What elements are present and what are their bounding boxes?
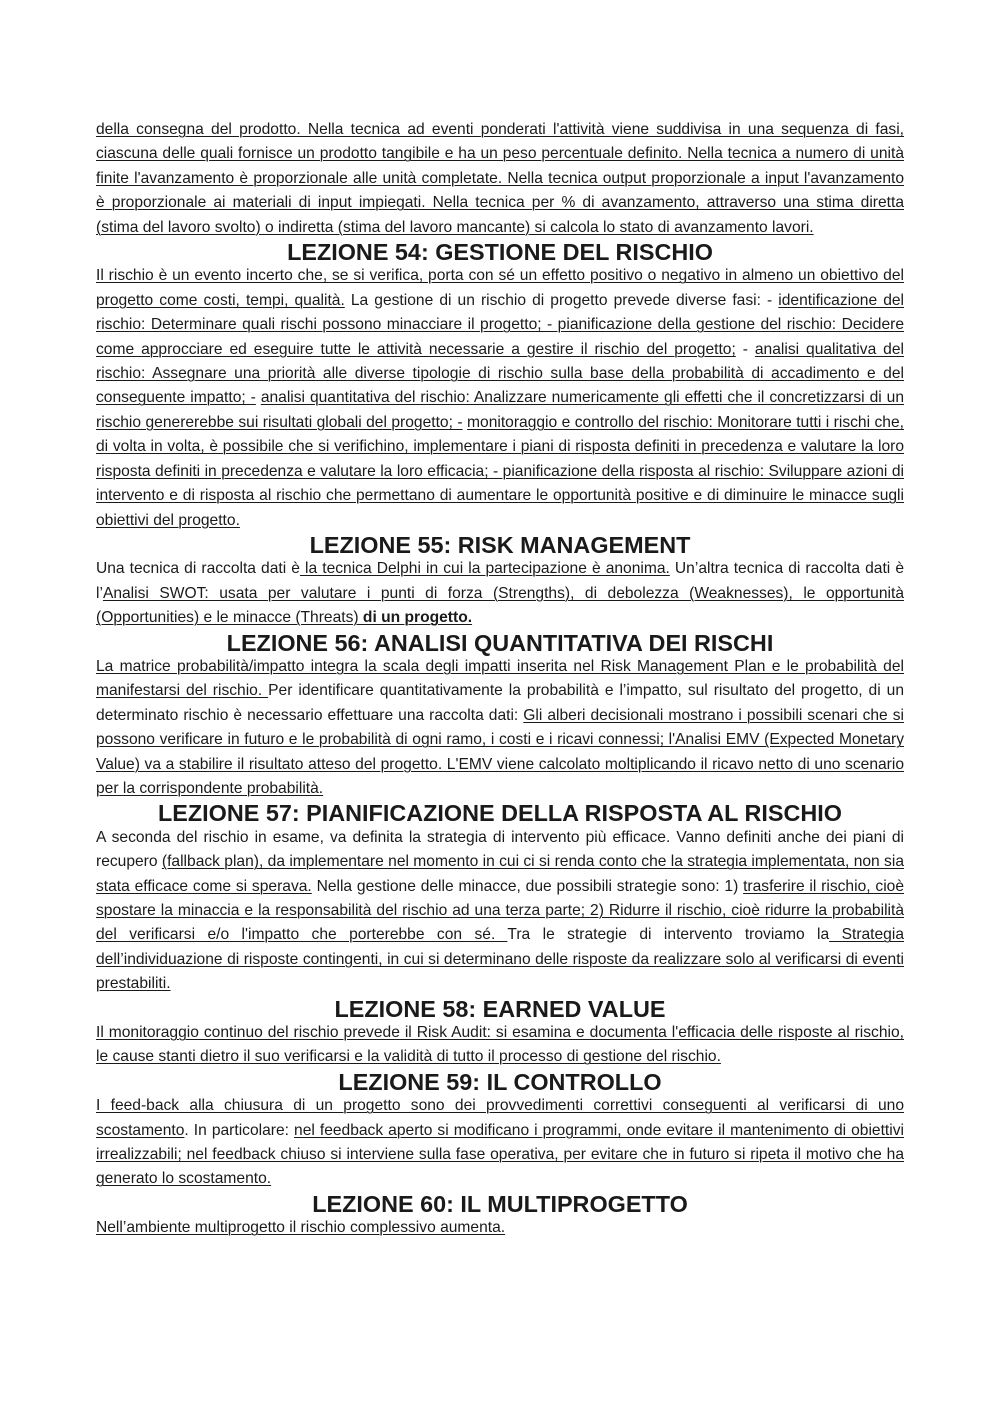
lesson-57-heading: LEZIONE 57: PIANIFICAZIONE DELLA RISPOSTA AL RISCHIO bbox=[157, 800, 842, 827]
lesson-55-heading: LEZIONE 55: RISK MANAGEMENT bbox=[309, 531, 691, 558]
text-run: Analisi SWOT: usata per valutare i punti di forza (Strengths), di debolezza (Weaknesses), le opportunità (Opportunities) e le minacce (Threats) bbox=[96, 584, 904, 627]
text-run: Per identificare quantitativamente la probabilità e l’impatto, sul risultato del progetto, di un determinato rischio è necessario effettuare una raccolta dati: bbox=[96, 682, 904, 724]
lesson-58-heading: LEZIONE 58: EARNED VALUE bbox=[334, 995, 666, 1022]
text-run: Una tecnica di raccolta dati è bbox=[96, 560, 300, 578]
lesson-59-paragraph bbox=[96, 1094, 904, 1192]
text-run: nel feedback aperto si modificano i programmi, onde evitare il mantenimento di obiettivi irrealizzabili; nel feedback chiuso si interviene sulla fase operativa, per evitare che in futuro si ripeta il motivo che ha generato lo scostamento. bbox=[96, 1121, 904, 1188]
lesson-57-paragraph bbox=[96, 826, 904, 997]
text-run: - bbox=[735, 340, 755, 358]
lesson-60-paragraph bbox=[96, 1216, 904, 1240]
text-run: (fallback plan), da implementare nel momento in cui ci si renda conto che la strategia implementata, non sia stata efficace come si sperava. bbox=[96, 853, 904, 895]
text-run: Nella gestione delle minacce, due possibili strategie sono: 1) bbox=[311, 877, 744, 895]
text-run: monitoraggio e controllo del rischio: Monitorare tutti i rischi che, di volta in volta, è possibile che si verifichino, implementare i piani di risposta definiti in precedenza e valutare la loro risposta definiti in precedenza e valutare la loro efficacia; - pianificazione della risposta al rischio: Sviluppare azioni di intervento e di risposta al rischio che permettano di aumentare le opportunità positive e di diminuire le minacce sugli obiettivi del progetto. bbox=[96, 413, 904, 529]
lesson-56-paragraph bbox=[96, 655, 904, 801]
text-run: la tecnica Delphi in cui la partecipazione è anonima. bbox=[299, 560, 670, 578]
text-run: Il monitoraggio continuo del rischio prevede il Risk Audit: si esamina e documenta l'efficacia delle risposte al rischio, le cause stanti dietro il suo verificarsi e la validità di tutto il processo di gestione del rischio. bbox=[96, 1024, 904, 1066]
intro-paragraph bbox=[96, 118, 904, 240]
text-run: analisi quantitativa del rischio: Analizzare numericamente gli effetti che il concretizzarsi di un rischio genererebbe sui risultati globali del progetto; - bbox=[96, 389, 904, 431]
text-run: Il rischio è un evento incerto che, se si verifica, porta con sé un effetto positivo o negativo in almeno un obiettivo del progetto come costi, tempi, qualità. bbox=[96, 267, 904, 309]
text-run: analisi qualitativa del rischio: Assegnare una priorità alle diverse tipologie di rischio sulla base della probabilità di accadimento e del conseguente impatto; - bbox=[96, 340, 904, 407]
text-run: della consegna del prodotto. Nella tecnica ad eventi ponderati l'attività viene suddivisa in una sequenza di fasi, ciascuna delle quali fornisce un prodotto tangibile e ha un peso percentuale definito. Nella tecnica a numero di unità finite l'avanzamento è proporzionale alle unità completate. Nella tecnica output proporzionale a input l'avanzamento è proporzionale ai materiali di input impiegati. Nella tecnica per % di avanzamento, attraverso una stima diretta (stima del lavoro svolto) o indiretta (stima del lavoro mancante) si calcola lo stato di avanzamento lavori. bbox=[96, 121, 904, 236]
text-run: La gestione di un rischio di progetto prevede diverse fasi: - bbox=[344, 291, 779, 309]
document-page bbox=[96, 118, 904, 1241]
text-run: Un’altra tecnica di raccolta dati è l’ bbox=[96, 560, 904, 602]
lesson-58-paragraph bbox=[96, 1021, 904, 1070]
text-run: Strategia dell’individuazione di risposte contingenti, in cui si determinano delle risposte da realizzare solo al verificarsi di eventi prestabiliti. bbox=[96, 926, 904, 993]
lesson-60-heading: LEZIONE 60: IL MULTIPROGETTO bbox=[312, 1190, 688, 1217]
text-run: identificazione del rischio: Determinare quali rischi possono minacciare il progetto; - pianificazione della gestione del rischio: Decidere come approcciare ed eseguire tutte le attività necessarie a gestire il rischio del progetto; bbox=[96, 291, 905, 358]
lesson-55-paragraph bbox=[96, 557, 904, 630]
text-run: . In particolare: bbox=[184, 1121, 295, 1139]
text-run: La matrice probabilità/impatto integra la scala degli impatti inserita nel Risk Management Plan e le probabilità del manifestarsi del rischio. bbox=[96, 657, 904, 700]
lesson-59-heading: LEZIONE 59: IL CONTROLLO bbox=[338, 1068, 662, 1095]
lesson-54-heading: LEZIONE 54: GESTIONE DEL RISCHIO bbox=[287, 239, 713, 266]
text-run: A seconda del rischio in esame, va definita la strategia di intervento più efficace. Vanno definiti anche dei piani di recupero bbox=[96, 828, 904, 871]
text-run: I feed-back alla chiusura di un progetto sono dei provvedimenti correttivi conseguenti al verificarsi di uno scostamento bbox=[96, 1097, 904, 1139]
lesson-54-paragraph bbox=[96, 264, 904, 532]
lesson-56-heading: LEZIONE 56: ANALISI QUANTITATIVA DEI RISCHI bbox=[226, 629, 774, 656]
text-run: Nell’ambiente multiprogetto il rischio complessivo aumenta. bbox=[96, 1219, 506, 1237]
text-run: trasferire il rischio, cioè spostare la minaccia e la responsabilità del rischio ad una terza parte; 2) Ridurre il rischio, cioè ridurre la probabilità del verificarsi e/o l'impatto che porterebbe con sé. bbox=[96, 877, 905, 944]
text-run: Gli alberi decisionali mostrano i possibili scenari che si possono verificare in futuro e le probabilità di ogni ramo, i costi e i ricavi connessi; l'Analisi EMV (Expected Monetary Value) va a stabilire il risultato atteso del progetto. L'EMV viene calcolato moltiplicando il ricavo netto di uno scenario per la corrispondente probabilità. bbox=[96, 706, 904, 797]
text-run: di un progetto. bbox=[362, 609, 473, 627]
text-run: Tra le strategie di intervento troviamo la bbox=[507, 926, 830, 944]
